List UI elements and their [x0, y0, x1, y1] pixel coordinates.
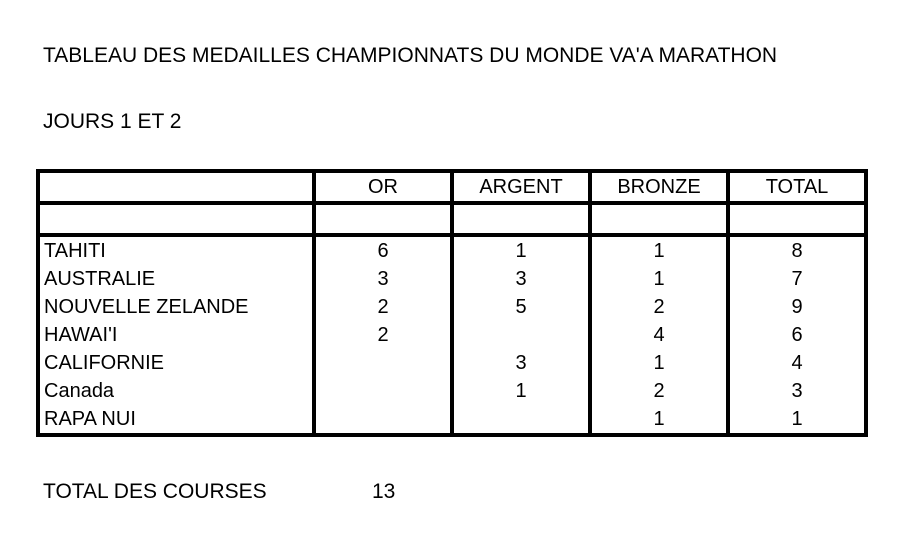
total-races-value: 13 — [372, 480, 396, 503]
bronze-cell: 2 — [590, 293, 728, 321]
page-title: TABLEAU DES MEDAILLES CHAMPIONNATS DU MONDE VA'A MARATHON — [43, 44, 778, 67]
bronze-cell: 1 — [590, 405, 728, 435]
country-cell: NOUVELLE ZELANDE — [38, 293, 314, 321]
gold-cell — [314, 349, 452, 377]
blank-cell — [452, 203, 590, 235]
gold-cell: 6 — [314, 235, 452, 265]
page-subtitle: JOURS 1 ET 2 — [43, 110, 182, 133]
table-row — [38, 349, 866, 377]
bronze-cell: 4 — [590, 321, 728, 349]
medal-table — [36, 169, 868, 437]
silver-cell: 3 — [452, 349, 590, 377]
blank-cell — [38, 203, 314, 235]
country-cell: RAPA NUI — [38, 405, 314, 435]
total-cell: 8 — [728, 235, 866, 265]
country-cell: CALIFORNIE — [38, 349, 314, 377]
header-cell-bronze: BRONZE — [590, 171, 728, 203]
total-races-label: TOTAL DES COURSES — [43, 480, 267, 503]
silver-cell — [452, 405, 590, 435]
gold-cell — [314, 405, 452, 435]
table-row — [38, 265, 866, 293]
table-row — [38, 405, 866, 435]
gold-cell: 3 — [314, 265, 452, 293]
table-header-row — [38, 171, 866, 203]
country-cell: TAHITI — [38, 235, 314, 265]
total-cell: 7 — [728, 265, 866, 293]
bronze-cell: 1 — [590, 349, 728, 377]
total-cell: 1 — [728, 405, 866, 435]
header-cell-silver: ARGENT — [452, 171, 590, 203]
gold-cell — [314, 377, 452, 405]
bronze-cell: 1 — [590, 235, 728, 265]
table-row — [38, 293, 866, 321]
header-cell-gold: OR — [314, 171, 452, 203]
bronze-cell: 1 — [590, 265, 728, 293]
table-row — [38, 321, 866, 349]
header-cell-country — [38, 171, 314, 203]
country-cell: Canada — [38, 377, 314, 405]
header-cell-total: TOTAL — [728, 171, 866, 203]
blank-cell — [728, 203, 866, 235]
silver-cell: 1 — [452, 377, 590, 405]
gold-cell: 2 — [314, 293, 452, 321]
total-cell: 3 — [728, 377, 866, 405]
table-blank-row — [38, 203, 866, 235]
silver-cell: 3 — [452, 265, 590, 293]
bronze-cell: 2 — [590, 377, 728, 405]
total-cell: 6 — [728, 321, 866, 349]
blank-cell — [314, 203, 452, 235]
silver-cell: 1 — [452, 235, 590, 265]
gold-cell: 2 — [314, 321, 452, 349]
table-row — [38, 377, 866, 405]
table-row — [38, 235, 866, 265]
blank-cell — [590, 203, 728, 235]
total-cell: 4 — [728, 349, 866, 377]
country-cell: HAWAI'I — [38, 321, 314, 349]
silver-cell: 5 — [452, 293, 590, 321]
silver-cell — [452, 321, 590, 349]
total-cell: 9 — [728, 293, 866, 321]
country-cell: AUSTRALIE — [38, 265, 314, 293]
